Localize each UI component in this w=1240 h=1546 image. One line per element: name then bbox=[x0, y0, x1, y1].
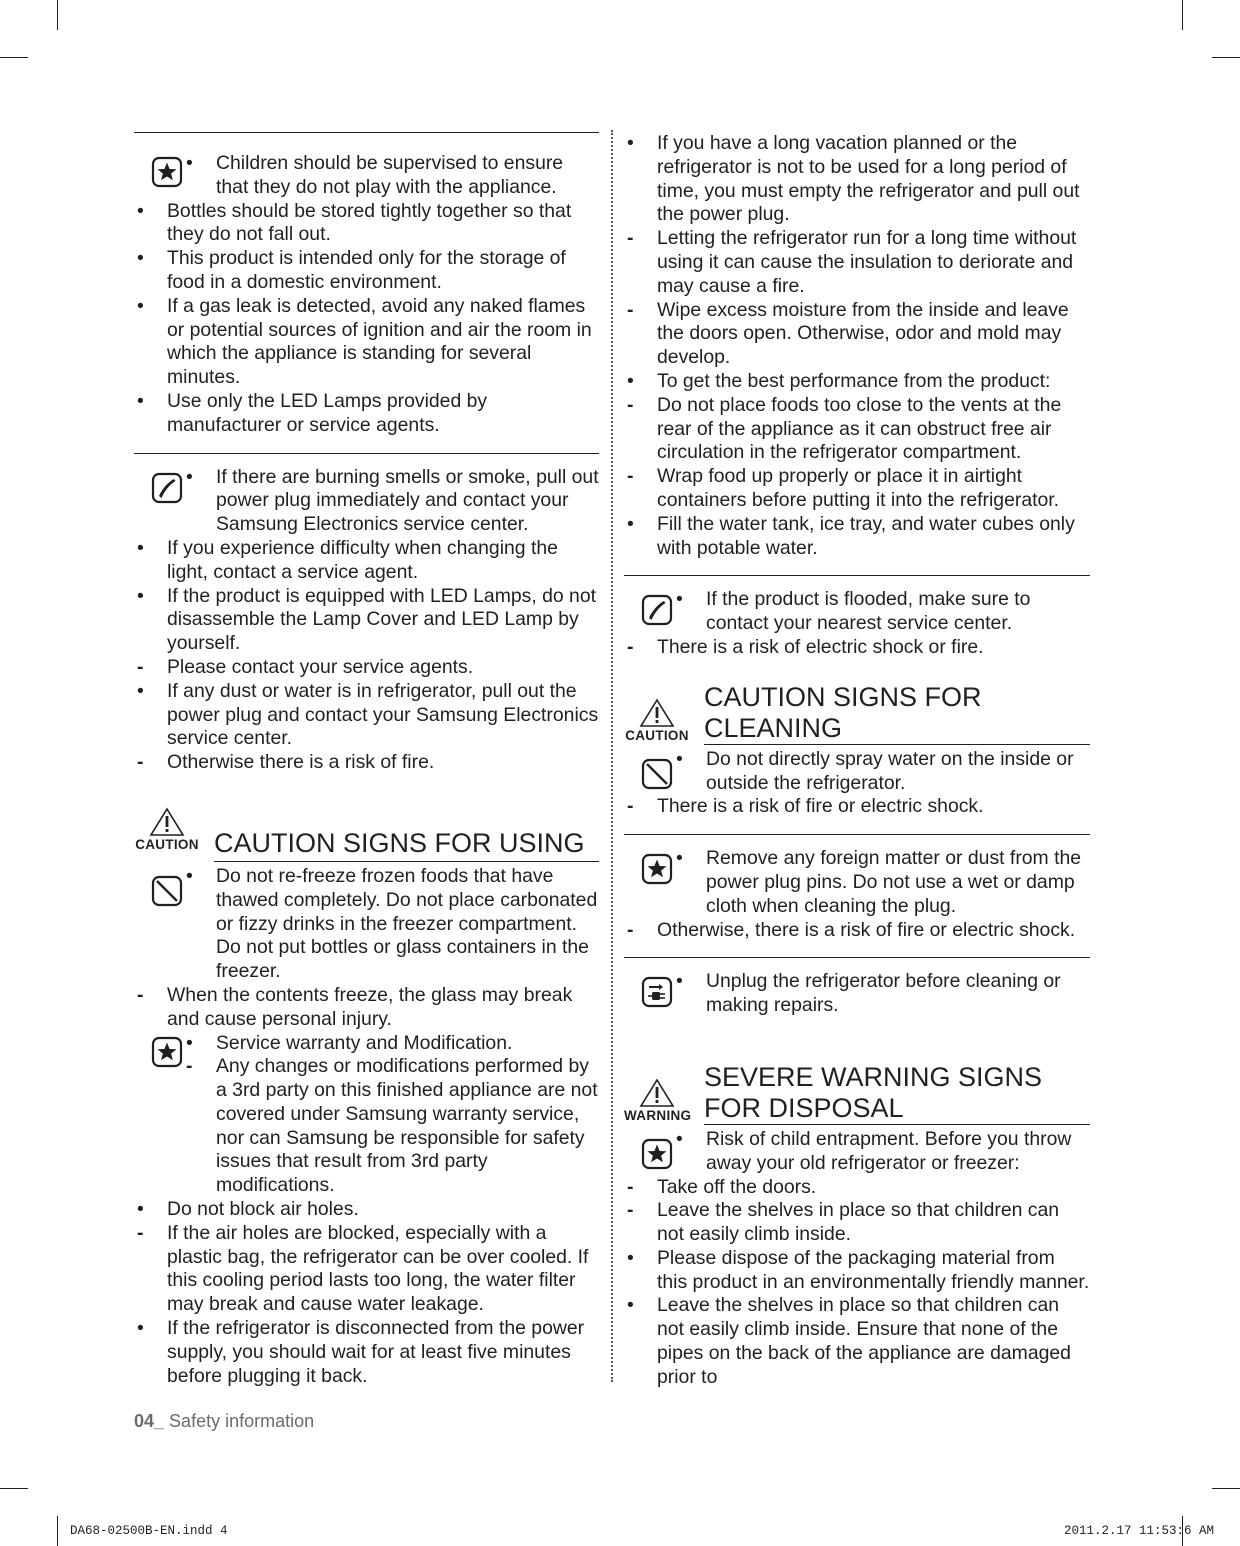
list-item-text: Leave the shelves in place so that children can not easily climb inside. Ensure that none of the pipes on the back of the appliance are damaged prior to bbox=[657, 1294, 1071, 1388]
list-item-text: If the refrigerator is disconnected from the power supply, you should wait for at least five minutes before plugging it back. bbox=[167, 1317, 585, 1387]
warning-group bbox=[624, 588, 1090, 659]
bullet-marker: • bbox=[137, 536, 144, 559]
list-item bbox=[624, 636, 1090, 660]
list-item bbox=[624, 1199, 1090, 1247]
caution-label: CAUTION bbox=[135, 836, 199, 852]
list-item bbox=[134, 751, 599, 775]
list-item bbox=[624, 132, 1090, 227]
bullet-marker: • bbox=[627, 1294, 634, 1317]
list-item-text: If the air holes are blocked, especially with a plastic bag, the refrigerator can be over cooled. If this cooling period lasts too long, the water filter may break and cause water leakage. bbox=[167, 1221, 589, 1316]
list-item bbox=[134, 1222, 599, 1317]
list-item-text: Otherwise, there is a risk of fire or electric shock. bbox=[657, 918, 1076, 941]
list-item bbox=[134, 200, 599, 248]
section-rule bbox=[624, 575, 1090, 576]
caution-heading bbox=[134, 805, 599, 861]
list-item-text: If the product is flooded, make sure to contact your nearest service center. bbox=[706, 588, 1031, 635]
list-item bbox=[134, 865, 599, 984]
bullet-marker: • bbox=[137, 679, 144, 702]
bullet-marker: • bbox=[137, 1317, 144, 1340]
bullet-marker: • bbox=[676, 970, 683, 993]
list-item bbox=[624, 1128, 1090, 1176]
dash-marker: - bbox=[137, 983, 144, 1006]
list-item-text: Otherwise there is a risk of fire. bbox=[167, 751, 435, 774]
list-item-text: If you experience difficulty when changing the light, contact a service agent. bbox=[167, 536, 558, 583]
dash-marker: - bbox=[627, 298, 634, 321]
bullet-marker: • bbox=[186, 1031, 193, 1054]
list-item-text: Use only the LED Lamps provided by manufacturer or service agents. bbox=[167, 389, 488, 436]
list-item bbox=[624, 465, 1090, 513]
list-item-text: Children should be supervised to ensure that they do not play with the appliance. bbox=[216, 152, 564, 198]
page-footer bbox=[134, 1411, 314, 1432]
column-separator bbox=[611, 130, 613, 1382]
list-item bbox=[624, 919, 1090, 943]
crop-mark bbox=[0, 1488, 28, 1489]
list-item bbox=[624, 227, 1090, 298]
list-item bbox=[624, 1294, 1090, 1389]
dash-marker: - bbox=[627, 465, 634, 488]
bullet-marker: • bbox=[676, 588, 683, 611]
bullet-marker: • bbox=[676, 747, 683, 770]
list-item bbox=[134, 1317, 599, 1388]
dash-marker: - bbox=[627, 1199, 634, 1222]
warning-group bbox=[624, 132, 1090, 560]
list-item bbox=[624, 370, 1090, 394]
list-item bbox=[134, 1032, 599, 1056]
slug-date: 2011.2.17 11:53:6 AM bbox=[1064, 1524, 1215, 1538]
dash-marker: - bbox=[627, 918, 634, 941]
bullet-marker: • bbox=[186, 465, 193, 488]
crop-mark bbox=[57, 0, 58, 30]
list-item-text: Risk of child entrapment. Before you throw away your old refrigerator or freezer: bbox=[706, 1127, 1072, 1174]
right-column bbox=[624, 132, 1090, 1390]
dash-marker: - bbox=[627, 393, 634, 416]
list-item-text: There is a risk of electric shock or fire. bbox=[657, 635, 984, 658]
list-item-text: Leave the shelves in place so that children can not easily climb inside. bbox=[657, 1199, 1060, 1246]
warning-group bbox=[134, 865, 599, 1032]
warning-group bbox=[134, 1032, 599, 1389]
warning-group bbox=[624, 1128, 1090, 1390]
section-title: CAUTION SIGNS FOR USING bbox=[214, 827, 585, 858]
list-item-text: Take off the doors. bbox=[657, 1175, 817, 1198]
list-item bbox=[134, 1055, 599, 1198]
bullet-marker: • bbox=[627, 1246, 634, 1269]
bullet-marker: • bbox=[137, 247, 144, 270]
dash-marker: - bbox=[137, 751, 144, 774]
list-item-text: If a gas leak is detected, avoid any naked flames or potential sources of ignition and air the room in which the appliance is standing for several minutes. bbox=[167, 294, 592, 389]
page-number: 04_ bbox=[134, 1411, 165, 1431]
list-item-text: Please dispose of the packaging material from this product in an environmentally friendly manner. bbox=[657, 1246, 1090, 1293]
list-item-text: If there are burning smells or smoke, pull out power plug immediately and contact your Samsung Electronics service center. bbox=[216, 465, 599, 536]
list-item-text: Do not block air holes. bbox=[167, 1198, 359, 1221]
list-item-text: Do not place foods too close to the vents at the rear of the appliance as it can obstruct free air circulation in the refrigerator compartment. bbox=[657, 393, 1062, 464]
list-item bbox=[624, 299, 1090, 370]
list-item bbox=[134, 466, 599, 537]
warning-triangle bbox=[624, 1078, 690, 1123]
list-item bbox=[624, 795, 1090, 819]
dash-marker: - bbox=[627, 1175, 634, 1198]
section-name: Safety information bbox=[164, 1411, 315, 1431]
section-rule bbox=[214, 861, 599, 862]
bullet-marker: • bbox=[186, 864, 193, 887]
list-item bbox=[134, 656, 599, 680]
list-item bbox=[134, 152, 599, 200]
crop-mark bbox=[1212, 1488, 1240, 1489]
section-rule bbox=[704, 744, 1090, 745]
crop-mark bbox=[57, 1516, 58, 1546]
warning-group bbox=[134, 466, 599, 775]
crop-mark bbox=[0, 57, 28, 58]
list-item-text: Bottles should be stored tightly together so that they do not fall out. bbox=[167, 199, 572, 246]
list-item-text: Do not directly spray water on the inside or outside the refrigerator. bbox=[706, 747, 1074, 794]
caution-icon bbox=[149, 807, 185, 837]
bullet-marker: • bbox=[137, 389, 144, 412]
list-item-text: When the contents freeze, the glass may break and cause personal injury. bbox=[167, 983, 573, 1030]
list-item bbox=[134, 1198, 599, 1222]
dash-marker: - bbox=[627, 795, 634, 818]
list-item bbox=[134, 537, 599, 585]
list-item bbox=[624, 1247, 1090, 1295]
warning-group bbox=[134, 152, 599, 438]
bullet-marker: • bbox=[676, 1127, 683, 1150]
section-title: CAUTION SIGNS FOR CLEANING bbox=[704, 681, 982, 743]
list-item bbox=[134, 390, 599, 438]
list-item-text: Remove any foreign matter or dust from the power plug pins. Do not use a wet or damp cloth when cleaning the plug. bbox=[706, 847, 1082, 917]
list-item bbox=[134, 247, 599, 295]
list-item bbox=[134, 295, 599, 390]
section-rule bbox=[624, 957, 1090, 958]
list-item bbox=[624, 970, 1090, 1018]
list-item-text: Any changes or modifications performed by a 3rd party on this finished appliance are not covered under Samsung warranty service, nor can Samsung be responsible for safety issues that result from 3rd party modifications. bbox=[216, 1055, 598, 1197]
list-item-text: Letting the refrigerator run for a long time without using it can cause the insulation to deriorate and may cause a fire. bbox=[657, 227, 1077, 297]
dash-marker: - bbox=[137, 1221, 144, 1244]
slug-filename: DA68-02500B-EN.indd 4 bbox=[70, 1524, 228, 1538]
bullet-marker: • bbox=[627, 132, 634, 154]
list-item-text: This product is intended only for the storage of food in a domestic environment. bbox=[167, 247, 566, 293]
warning-icon bbox=[639, 1078, 675, 1108]
dash-marker: - bbox=[137, 655, 144, 678]
list-item-text: Wrap food up properly or place it in airtight containers before putting it into the refrigerator. bbox=[657, 465, 1060, 511]
warning-group bbox=[624, 748, 1090, 819]
list-item bbox=[134, 680, 599, 751]
list-item-text: Service warranty and Modification. bbox=[216, 1031, 513, 1054]
list-item bbox=[624, 394, 1090, 465]
bullet-marker: • bbox=[137, 294, 144, 317]
list-item-text: Unplug the refrigerator before cleaning or making repairs. bbox=[706, 970, 1061, 1017]
list-item bbox=[134, 585, 599, 656]
bullet-marker: • bbox=[186, 152, 193, 174]
warning-heading bbox=[624, 1060, 1090, 1124]
bullet-marker: • bbox=[676, 847, 683, 870]
bullet-marker: • bbox=[137, 1198, 144, 1221]
crop-mark bbox=[1182, 0, 1183, 30]
section-rule bbox=[624, 834, 1090, 835]
bullet-marker: • bbox=[137, 199, 144, 222]
bullet-marker: • bbox=[627, 512, 634, 535]
list-item-text: If you have a long vacation planned or the refrigerator is not to be used for a long period of time, you must empty the refrigerator and pull out the power plug. bbox=[657, 132, 1080, 226]
bullet-marker: • bbox=[137, 584, 144, 607]
crop-mark bbox=[1212, 57, 1240, 58]
section-rule bbox=[704, 1124, 1090, 1125]
section-rule bbox=[134, 453, 599, 454]
list-item-text: Please contact your service agents. bbox=[167, 655, 474, 678]
list-item bbox=[624, 748, 1090, 796]
warning-label: WARNING bbox=[624, 1107, 692, 1123]
list-item-text: Fill the water tank, ice tray, and water cubes only with potable water. bbox=[657, 512, 1075, 559]
warning-group bbox=[624, 970, 1090, 1018]
dash-marker: - bbox=[186, 1055, 193, 1078]
dash-marker: - bbox=[627, 227, 634, 250]
caution-heading bbox=[624, 680, 1090, 744]
list-item-text: Wipe excess moisture from the inside and leave the doors open. Otherwise, odor and mold may develop. bbox=[657, 298, 1069, 369]
list-item-text: There is a risk of fire or electric shock. bbox=[657, 795, 984, 818]
list-item bbox=[134, 984, 599, 1032]
caution-icon bbox=[639, 698, 675, 728]
caution-label: CAUTION bbox=[625, 727, 689, 743]
list-item-text: Do not re-freeze frozen foods that have thawed completely. Do not place carbonated or fizzy drinks in the freezer compartment. Do not put bottles or glass containers in the freezer. bbox=[216, 864, 598, 983]
section-title: SEVERE WARNING SIGNS FOR DISPOSAL bbox=[704, 1061, 1043, 1123]
section-rule bbox=[134, 132, 599, 133]
dash-marker: - bbox=[627, 635, 634, 658]
caution-triangle bbox=[624, 698, 690, 743]
list-item bbox=[624, 847, 1090, 918]
list-item-text: If the product is equipped with LED Lamps, do not disassemble the Lamp Cover and LED Lamp by yourself. bbox=[167, 584, 597, 655]
list-item bbox=[624, 1176, 1090, 1200]
warning-group bbox=[624, 847, 1090, 942]
list-item bbox=[624, 588, 1090, 636]
list-item bbox=[624, 513, 1090, 561]
list-item-text: To get the best performance from the product: bbox=[657, 369, 1051, 392]
list-item-text: If any dust or water is in refrigerator, pull out the power plug and contact your Samsung Electronics service center. bbox=[167, 679, 599, 750]
bullet-marker: • bbox=[627, 369, 634, 392]
left-column bbox=[134, 132, 599, 1388]
caution-triangle bbox=[134, 807, 200, 852]
